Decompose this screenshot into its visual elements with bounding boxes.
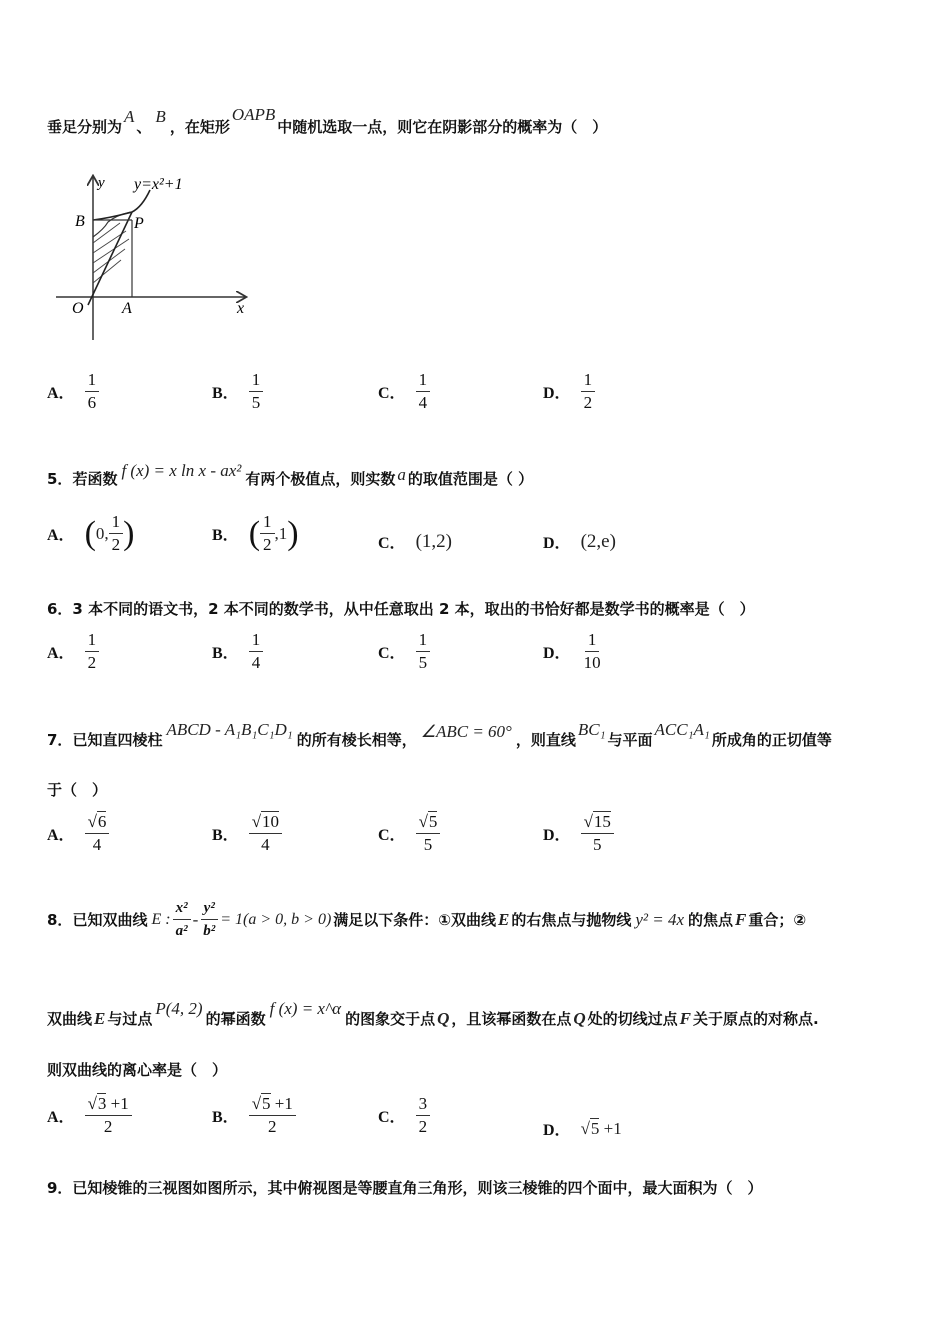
q8-text-d: 的焦点 [688, 911, 734, 929]
radicand: 6 [97, 812, 107, 831]
line-op [88, 212, 132, 305]
q7-text-e: 所成角的正切值等 [711, 731, 832, 749]
denominator: 5 [251, 393, 261, 412]
numerator: 1 [581, 370, 596, 392]
q8-eq-prefix: E : [151, 910, 171, 928]
q4-point-a: A [124, 107, 135, 126]
q9-stem: 9．已知棱锥的三视图如图所示，其中俯视图是等腰直角三角形，则该三棱锥的四个面中，最大面积为（ ） [47, 1179, 763, 1197]
fraction [416, 812, 441, 855]
fraction [249, 812, 282, 855]
denominator: 6 [87, 393, 97, 412]
q8-line2-a: 双曲线 [47, 1010, 93, 1028]
curve-label: y=x²+1 [134, 176, 183, 193]
q4-option-d[interactable] [543, 370, 595, 413]
q8-f: F [679, 1009, 692, 1028]
denominator: 5 [418, 653, 428, 672]
numerator: √6 [85, 812, 110, 834]
denominator: 4 [92, 835, 102, 854]
fraction [85, 630, 100, 673]
option-label: B． [212, 827, 239, 844]
radicand: 3 [97, 1094, 107, 1113]
q5-text-b: 有两个极值点，则实数 [245, 470, 396, 488]
q8-number: 8． [47, 911, 73, 929]
numerator: √5 +1 [249, 1094, 296, 1116]
option-label: A． [47, 1109, 75, 1126]
fraction [260, 512, 275, 555]
denominator: 2 [268, 1117, 277, 1136]
q4-rect-name: OAPB [231, 105, 276, 124]
radicand: 5 [428, 812, 438, 831]
interval [85, 512, 135, 555]
numerator: 1 [416, 630, 431, 652]
denominator: 4 [251, 653, 261, 672]
q8-text-b: 满足以下条件：①双曲线 [333, 911, 496, 929]
numerator: 3 [416, 1094, 431, 1116]
q5-text-c: 的取值范围是（ ） [407, 470, 534, 488]
fraction [416, 630, 431, 673]
q6-stem: 6．3 本不同的语文书，2 本不同的数学书，从中任意取出 2 本，取出的书恰好都是数学书的概率是（ ） [47, 600, 755, 618]
q6-option-d[interactable] [543, 630, 604, 673]
q8-option-b[interactable] [212, 1094, 296, 1137]
q5-option-b[interactable] [212, 512, 299, 555]
denominator: 4 [418, 393, 428, 412]
q7-option-b[interactable] [212, 812, 282, 855]
fraction [85, 812, 110, 855]
q8-stem-line3: 则双曲线的离心率是（ ） [47, 1061, 228, 1079]
denominator: 10 [583, 653, 601, 672]
fraction [581, 630, 604, 673]
option-label: A． [47, 827, 75, 844]
denominator: 5 [592, 835, 602, 854]
q4-text-c: 中随机选取一点，则它在阴影部分的概率为（ ） [277, 118, 608, 136]
option-label: C． [378, 827, 406, 844]
q8-stem-line1 [47, 898, 806, 941]
label-a: A [122, 300, 132, 317]
option-label: D． [543, 1122, 571, 1139]
numerator: y² [201, 898, 218, 920]
option-label: B． [212, 527, 239, 544]
numerator: √15 [581, 812, 614, 834]
numerator: 1 [585, 630, 600, 652]
radicand: 5 [262, 1094, 271, 1113]
q8-line2-c: 的幂函数 [205, 1010, 266, 1028]
label-p: P [134, 215, 144, 232]
numerator: 1 [249, 370, 264, 392]
paren-right: ) [123, 514, 135, 552]
q8-power-function: f (x) = x^α [269, 999, 342, 1018]
numerator: √3 +1 [85, 1094, 132, 1116]
q6-option-b[interactable] [212, 630, 263, 673]
denominator: b² [203, 923, 216, 939]
q4-option-a[interactable] [47, 370, 99, 413]
q7-text-c: ，则直线 [515, 731, 576, 749]
q8-line2-f: 处的切线过点 [587, 1010, 678, 1028]
option-label: D． [543, 827, 571, 844]
numerator: 1 [416, 370, 431, 392]
interval-text: (2,e) [580, 530, 616, 552]
q7-plane: ACC₁A₁ [654, 720, 710, 739]
paren-left: ( [84, 514, 96, 552]
q8-line2-d: 的图象交于点 [345, 1010, 436, 1028]
q8-e: E [94, 1009, 106, 1028]
interval-start: 0, [95, 523, 109, 543]
numerator: √5 [416, 812, 441, 834]
q8-text-a: 已知双曲线 [72, 911, 148, 929]
q4-option-b[interactable] [212, 370, 263, 413]
q7-text-b: 的所有棱长相等， [296, 731, 417, 749]
option-label: D． [543, 385, 571, 402]
denominator: 2 [583, 393, 593, 412]
q7-stem-line1 [47, 720, 832, 750]
q8-frac-y [200, 898, 218, 941]
denominator: a² [175, 923, 188, 939]
fraction [416, 370, 431, 413]
q8-parabola: y² = 4x [635, 909, 685, 929]
q8-option-a[interactable] [47, 1094, 132, 1137]
q5-var: a [397, 465, 406, 484]
option-label: D． [543, 535, 571, 552]
fraction [416, 1094, 431, 1137]
y-axis-label: y [98, 175, 105, 191]
q7-option-a[interactable] [47, 812, 109, 855]
q4-option-c[interactable] [378, 370, 430, 413]
q8-line2-g: 关于原点的对称点. [693, 1010, 819, 1028]
numerator: 1 [85, 370, 100, 392]
q4-text-a: 垂足分别为 [47, 118, 123, 136]
fraction [109, 512, 124, 555]
q6-option-c[interactable] [378, 630, 430, 673]
radicand: 5 [590, 1118, 600, 1138]
q5-function: f (x) = x ln x - ax² [121, 461, 242, 480]
x-axis-label: x [237, 300, 245, 317]
option-label: B． [212, 645, 239, 662]
numerator: √10 [249, 812, 282, 834]
q5-text-a: 若函数 [72, 470, 118, 488]
sqrt-expression: √5 +1 [580, 1118, 622, 1138]
interval [249, 512, 299, 555]
option-label: D． [543, 645, 571, 662]
q8-minus: - [192, 909, 199, 929]
q8-point: P(4, 2) [155, 999, 203, 1018]
q8-line2-e: ，且该幂函数在点 [451, 1010, 572, 1028]
fraction [85, 1094, 132, 1137]
q8-text-e: 重合；② [748, 911, 807, 929]
q8-stem-line2 [47, 999, 819, 1029]
denominator: 2 [111, 535, 121, 554]
denominator: 5 [423, 835, 433, 854]
denominator: 2 [418, 1117, 428, 1136]
q5-option-d[interactable] [543, 530, 616, 553]
q7-angle: ∠ABC = 60° [420, 722, 512, 741]
plus-one: +1 [270, 1094, 293, 1113]
radicand: 10 [262, 812, 280, 831]
q8-option-c[interactable] [378, 1094, 430, 1137]
option-label: C． [378, 535, 406, 552]
option-label: C． [378, 385, 406, 402]
q5-option-c[interactable] [378, 530, 452, 553]
q8-option-d[interactable] [543, 1117, 622, 1140]
denominator: 2 [103, 1117, 113, 1136]
q4-figure [50, 165, 260, 345]
q8-eq-suffix: = 1(a > 0, b > 0) [220, 910, 332, 928]
paren-left: ( [248, 514, 261, 552]
q8-f: F [735, 909, 747, 929]
plus-one: +1 [106, 1094, 129, 1113]
q7-line: BC₁ [577, 720, 606, 739]
q7-option-c[interactable] [378, 812, 440, 855]
option-label: A． [47, 527, 75, 544]
radicand: 15 [593, 812, 611, 831]
q5-option-a[interactable] [47, 512, 134, 555]
option-label: C． [378, 1109, 406, 1126]
q7-stem-line2: 于（ ） [47, 781, 108, 799]
fraction [249, 630, 264, 673]
q5-number: 5． [47, 470, 73, 488]
label-o: O [72, 300, 84, 317]
numerator: 1 [85, 630, 100, 652]
option-label: B． [212, 385, 239, 402]
denominator: 2 [87, 653, 97, 672]
q4-line1 [47, 105, 608, 137]
numerator: 1 [249, 630, 264, 652]
numerator: 1 [260, 512, 275, 534]
fraction [249, 370, 264, 413]
q7-text-a: 已知直四棱柱 [72, 731, 163, 749]
q4-point-b: B [155, 107, 166, 126]
option-label: A． [47, 645, 75, 662]
option-label: C． [378, 645, 406, 662]
q8-line2-b: 与过点 [107, 1010, 153, 1028]
q5-stem [47, 461, 534, 489]
numerator: x² [173, 898, 191, 920]
fraction [85, 370, 100, 413]
q8-e: E [497, 909, 510, 929]
q4-sep: 、 [136, 118, 152, 136]
q8-q: Q [573, 1009, 586, 1028]
label-b: B [75, 213, 85, 230]
q6-option-a[interactable] [47, 630, 99, 673]
option-label: A． [47, 385, 75, 402]
q7-text-d: 与平面 [607, 731, 653, 749]
q4-text-b: ，在矩形 [169, 118, 230, 136]
option-label: B． [212, 1109, 239, 1126]
q7-number: 7． [47, 731, 73, 749]
q8-frac-x [173, 898, 191, 941]
numerator: 1 [109, 512, 124, 534]
q8-q: Q [437, 1009, 450, 1028]
fraction [581, 812, 614, 855]
plus-one: +1 [599, 1118, 622, 1138]
q7-option-d[interactable] [543, 812, 614, 855]
denominator: 4 [261, 835, 270, 854]
q7-prism: ABCD - A₁B₁C₁D₁ [166, 720, 293, 739]
interval-end: ,1 [274, 523, 288, 543]
q8-text-c: 的右焦点与抛物线 [511, 911, 632, 929]
denominator: 2 [263, 535, 272, 554]
fraction [249, 1094, 296, 1137]
paren-right: ) [287, 514, 299, 552]
interval-text: (1,2) [415, 530, 452, 552]
fraction [581, 370, 596, 413]
